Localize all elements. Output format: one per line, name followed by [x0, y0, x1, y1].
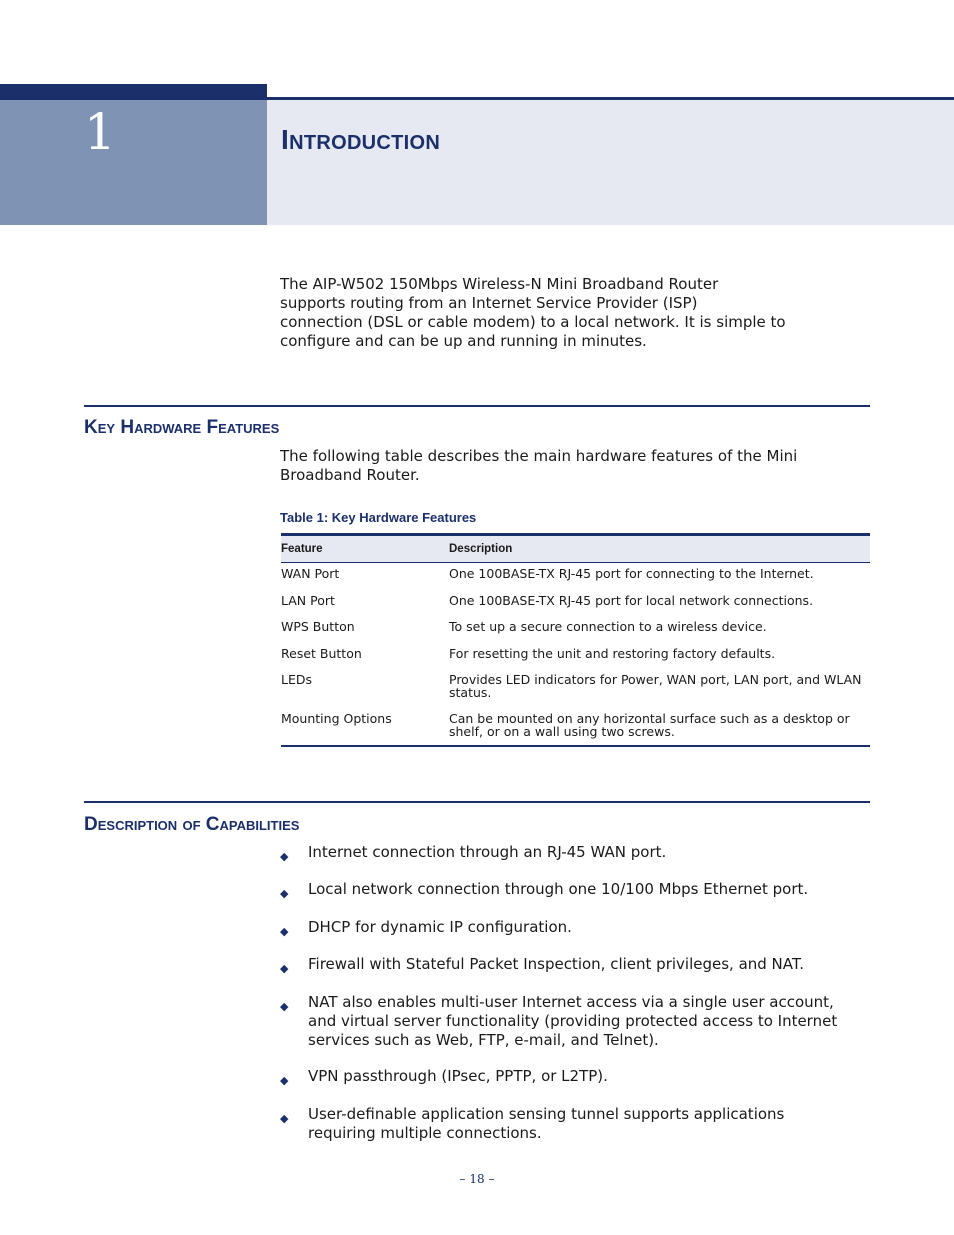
table-cell-description: To set up a secure connection to a wireless device.: [449, 619, 767, 634]
diamond-bullet-icon: ◆: [280, 962, 289, 975]
list-item-text: requiring multiple connections.: [308, 1124, 542, 1142]
list-item-text: User-definable application sensing tunnel supports applications: [308, 1105, 785, 1123]
description-line: status.: [449, 685, 492, 700]
diamond-bullet-icon: ◆: [280, 925, 289, 938]
list-item-text: NAT also enables multi-user Internet access via a single user account,: [308, 993, 834, 1011]
table-cell-description: [449, 673, 869, 699]
table-cell-feature: Mounting Options: [281, 711, 392, 726]
table-cell-feature: WPS Button: [281, 619, 355, 634]
paragraph-line: The following table describes the main hardware features of the Mini: [280, 447, 798, 465]
diamond-bullet-icon: ◆: [280, 887, 289, 900]
chapter-title-rule: [267, 97, 954, 100]
section-title-hardware: Key Hardware Features: [84, 417, 280, 438]
intro-line: supports routing from an Internet Service Provider (ISP): [280, 294, 698, 312]
hardware-features-table: [281, 533, 870, 563]
diamond-bullet-icon: ◆: [280, 1074, 289, 1087]
list-item-text: Internet connection through an RJ-45 WAN port.: [308, 843, 667, 861]
diamond-bullet-icon: ◆: [280, 850, 289, 863]
table-caption: Table 1: Key Hardware Features: [280, 510, 477, 525]
section-title-capabilities: Description of Capabilities: [84, 814, 300, 835]
list-item-text: VPN passthrough (IPsec, PPTP, or L2TP).: [308, 1067, 608, 1085]
chapter-number: 1: [84, 103, 116, 161]
chapter-title: Introduction: [281, 124, 441, 155]
hardware-intro-paragraph: [280, 447, 860, 485]
table-cell-description: One 100BASE-TX RJ-45 port for local network connections.: [449, 593, 814, 608]
page-number: – 18 –: [459, 1172, 495, 1186]
table-cell-feature: WAN Port: [281, 566, 340, 581]
list-item-text: Local network connection through one 10/100 Mbps Ethernet port.: [308, 880, 809, 898]
column-header-description: Description: [449, 543, 513, 555]
description-line: Provides LED indicators for Power, WAN port, LAN port, and WLAN: [449, 672, 862, 687]
chapter-number-topbar: [0, 84, 267, 100]
section-rule: [84, 405, 870, 407]
chapter-title-panel: [267, 97, 954, 225]
intro-paragraph: [280, 275, 840, 351]
chapter-number-panel: [0, 84, 267, 225]
table-cell-description: One 100BASE-TX RJ-45 port for connecting to the Internet.: [449, 566, 814, 581]
table-cell-description: [449, 712, 869, 738]
table-cell-feature: LAN Port: [281, 593, 335, 608]
intro-line: The AIP-W502 150Mbps Wireless-N Mini Broadband Router: [280, 275, 719, 293]
table-cell-feature: LEDs: [281, 672, 312, 687]
table-header: [281, 536, 870, 563]
list-item-text: services such as Web, FTP, e-mail, and Telnet).: [308, 1031, 659, 1049]
diamond-bullet-icon: ◆: [280, 1000, 289, 1013]
section-rule: [84, 801, 870, 803]
intro-line: connection (DSL or cable modem) to a local network. It is simple to: [280, 313, 786, 331]
description-line: shelf, or on a wall using two screws.: [449, 724, 675, 739]
column-header-feature: Feature: [281, 543, 323, 555]
description-line: Can be mounted on any horizontal surface such as a desktop or: [449, 711, 850, 726]
list-item-text: and virtual server functionality (providing protected access to Internet: [308, 1012, 838, 1030]
intro-line: configure and can be up and running in minutes.: [280, 332, 647, 350]
list-item-text: Firewall with Stateful Packet Inspection, client privileges, and NAT.: [308, 955, 805, 973]
paragraph-line: Broadband Router.: [280, 466, 420, 484]
diamond-bullet-icon: ◆: [280, 1112, 289, 1125]
table-bottom-rule: [281, 745, 870, 747]
list-item-text: DHCP for dynamic IP configuration.: [308, 918, 572, 936]
table-cell-feature: Reset Button: [281, 646, 362, 661]
table-cell-description: For resetting the unit and restoring factory defaults.: [449, 646, 776, 661]
